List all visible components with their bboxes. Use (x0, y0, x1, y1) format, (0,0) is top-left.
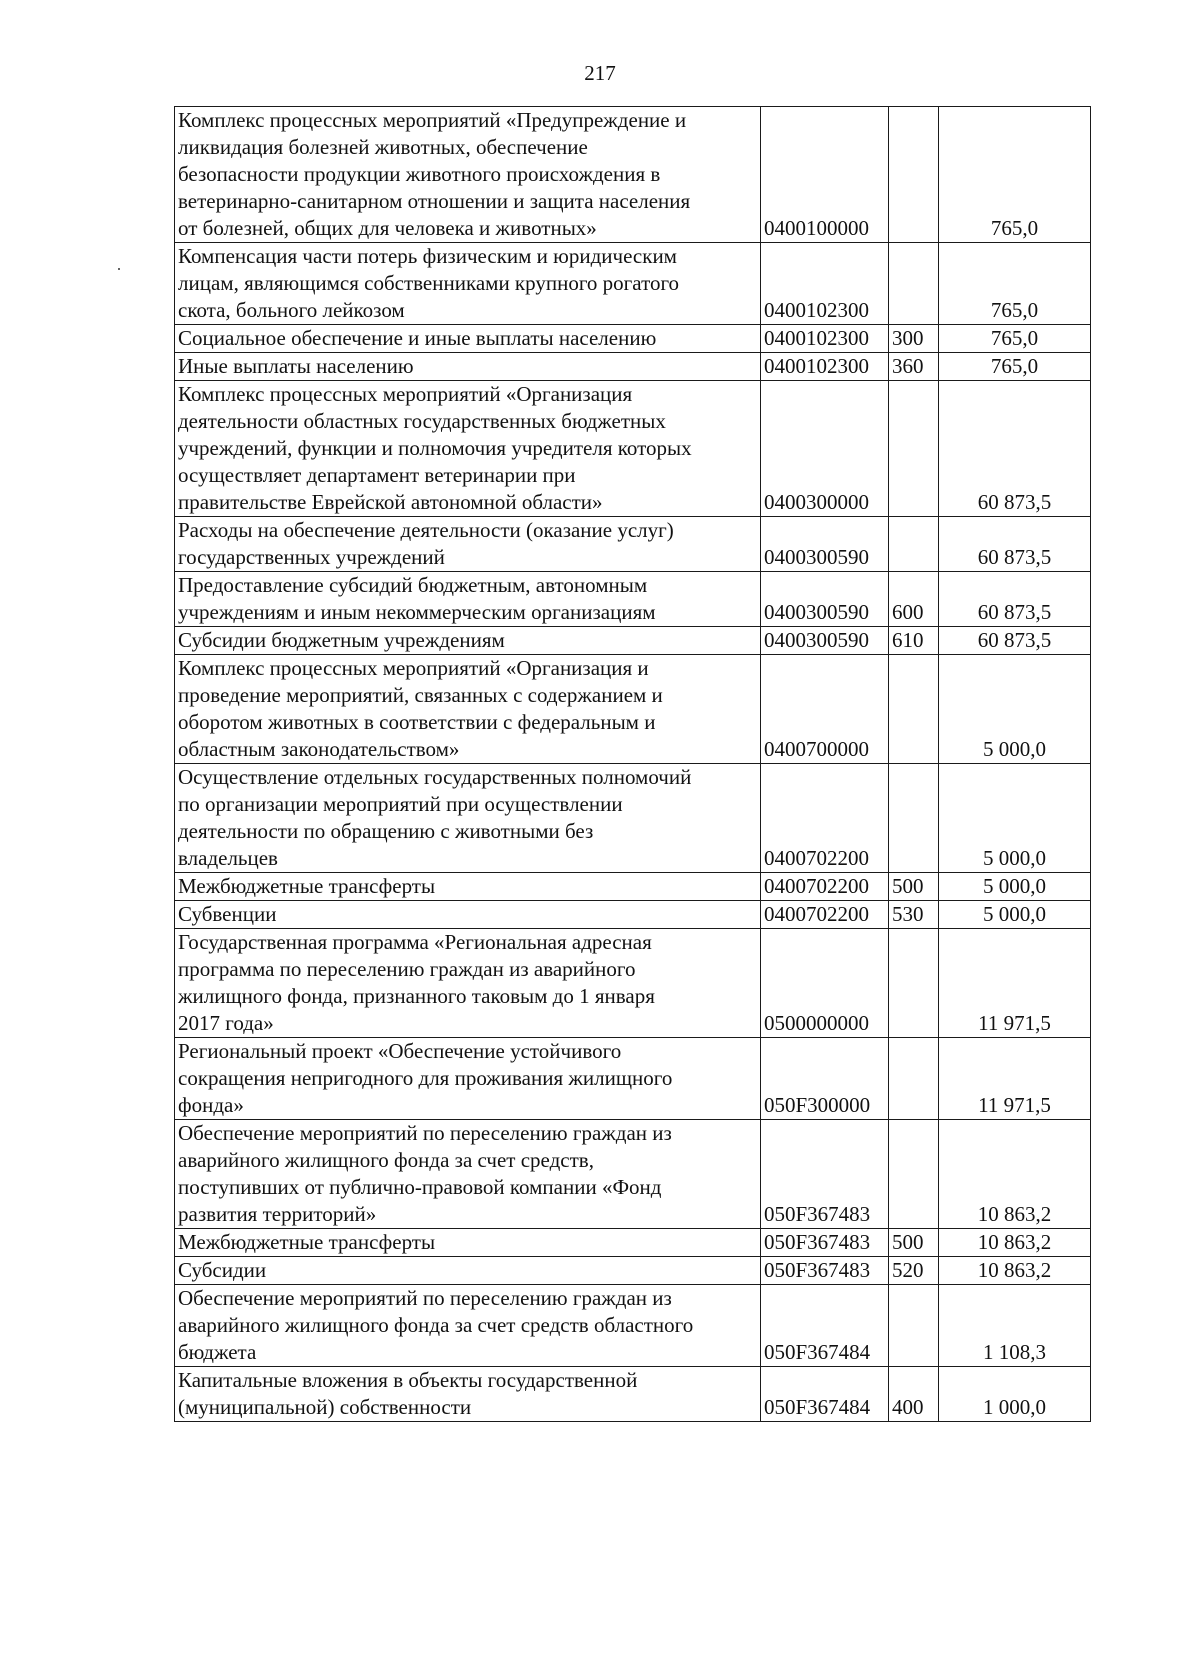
row-expense-type: 610 (889, 627, 939, 655)
row-amount: 765,0 (939, 353, 1091, 381)
row-name: Комплекс процессных мероприятий «Организация деятельности областных государственных бюджетных учреждений, функции и полномочия учредителя которых осуществляет департамент ветеринарии при правительстве Еврейской автономной области» (175, 381, 761, 517)
row-target-code: 0400300000 (761, 381, 889, 517)
row-amount: 60 873,5 (939, 572, 1091, 627)
table-row (175, 627, 1091, 655)
row-amount: 60 873,5 (939, 381, 1091, 517)
row-target-code: 0400102300 (761, 353, 889, 381)
row-name: Региональный проект «Обеспечение устойчивого сокращения непригодного для проживания жилищного фонда» (175, 1038, 761, 1120)
row-expense-type: 530 (889, 901, 939, 929)
scan-speck (118, 268, 120, 270)
row-amount: 765,0 (939, 107, 1091, 243)
row-name: Обеспечение мероприятий по переселению граждан из аварийного жилищного фонда за счет средств, поступивших от публично-правовой компании «Фонд развития территорий» (175, 1120, 761, 1229)
row-expense-type (889, 517, 939, 572)
row-target-code: 050F367484 (761, 1285, 889, 1367)
row-expense-type: 520 (889, 1257, 939, 1285)
row-expense-type (889, 243, 939, 325)
row-amount: 60 873,5 (939, 627, 1091, 655)
row-name: Субсидии (175, 1257, 761, 1285)
table-row (175, 1285, 1091, 1367)
page-number: 217 (584, 61, 616, 85)
table-row (175, 1229, 1091, 1257)
row-target-code: 050F367483 (761, 1120, 889, 1229)
row-target-code: 0400700000 (761, 655, 889, 764)
table-row (175, 243, 1091, 325)
row-name: Предоставление субсидий бюджетным, автономным учреждениям и иным некоммерческим организациям (175, 572, 761, 627)
row-expense-type (889, 929, 939, 1038)
table-row (175, 381, 1091, 517)
table-row (175, 764, 1091, 873)
row-amount: 5 000,0 (939, 655, 1091, 764)
row-name: Комплекс процессных мероприятий «Предупреждение и ликвидация болезней животных, обеспечение безопасности продукции животного происхождения в ветеринарно-санитарном отношении и защита населения от болезней, общих для человека и животных» (175, 107, 761, 243)
row-expense-type: 400 (889, 1367, 939, 1422)
table-row (175, 873, 1091, 901)
row-name: Межбюджетные трансферты (175, 873, 761, 901)
table-row (175, 1367, 1091, 1422)
row-name: Обеспечение мероприятий по переселению граждан из аварийного жилищного фонда за счет средств областного бюджета (175, 1285, 761, 1367)
table-row (175, 572, 1091, 627)
table-row (175, 901, 1091, 929)
row-name: Расходы на обеспечение деятельности (оказание услуг) государственных учреждений (175, 517, 761, 572)
row-amount: 11 971,5 (939, 929, 1091, 1038)
budget-table (174, 106, 1091, 1422)
row-amount: 1 000,0 (939, 1367, 1091, 1422)
row-target-code: 0400702200 (761, 873, 889, 901)
row-name: Субвенции (175, 901, 761, 929)
row-target-code: 050F300000 (761, 1038, 889, 1120)
row-expense-type: 300 (889, 325, 939, 353)
table-row (175, 107, 1091, 243)
row-amount: 11 971,5 (939, 1038, 1091, 1120)
row-target-code: 050F367483 (761, 1257, 889, 1285)
row-name: Субсидии бюджетным учреждениям (175, 627, 761, 655)
row-expense-type: 360 (889, 353, 939, 381)
row-target-code: 0400300590 (761, 517, 889, 572)
table-row (175, 517, 1091, 572)
row-expense-type (889, 1285, 939, 1367)
row-target-code: 050F367483 (761, 1229, 889, 1257)
row-name: Государственная программа «Региональная адресная программа по переселению граждан из аварийного жилищного фонда, признанного таковым до 1 января 2017 года» (175, 929, 761, 1038)
row-target-code: 050F367484 (761, 1367, 889, 1422)
row-amount: 10 863,2 (939, 1257, 1091, 1285)
row-name: Иные выплаты населению (175, 353, 761, 381)
row-amount: 5 000,0 (939, 764, 1091, 873)
row-name: Осуществление отдельных государственных полномочий по организации мероприятий при осуществлении деятельности по обращению с животными без владельцев (175, 764, 761, 873)
table-row (175, 325, 1091, 353)
row-target-code: 0400102300 (761, 243, 889, 325)
table-row (175, 1038, 1091, 1120)
row-name: Комплекс процессных мероприятий «Организация и проведение мероприятий, связанных с содержанием и оборотом животных в соответствии с федеральным и областным законодательством» (175, 655, 761, 764)
row-amount: 765,0 (939, 243, 1091, 325)
row-name: Капитальные вложения в объекты государственной (муниципальной) собственности (175, 1367, 761, 1422)
row-target-code: 0400300590 (761, 627, 889, 655)
row-name: Межбюджетные трансферты (175, 1229, 761, 1257)
row-target-code: 0400702200 (761, 764, 889, 873)
row-amount: 10 863,2 (939, 1229, 1091, 1257)
row-target-code: 0500000000 (761, 929, 889, 1038)
row-expense-type (889, 107, 939, 243)
table-row (175, 929, 1091, 1038)
budget-table-body (175, 107, 1091, 1422)
row-expense-type: 600 (889, 572, 939, 627)
table-row (175, 353, 1091, 381)
row-expense-type (889, 1038, 939, 1120)
row-amount: 5 000,0 (939, 901, 1091, 929)
row-expense-type: 500 (889, 873, 939, 901)
row-target-code: 0400102300 (761, 325, 889, 353)
row-expense-type (889, 764, 939, 873)
row-name: Компенсация части потерь физическим и юридическим лицам, являющимся собственниками крупного рогатого скота, больного лейкозом (175, 243, 761, 325)
row-amount: 1 108,3 (939, 1285, 1091, 1367)
row-expense-type (889, 1120, 939, 1229)
row-target-code: 0400702200 (761, 901, 889, 929)
row-target-code: 0400300590 (761, 572, 889, 627)
row-amount: 5 000,0 (939, 873, 1091, 901)
row-expense-type: 500 (889, 1229, 939, 1257)
row-expense-type (889, 381, 939, 517)
table-row (175, 1120, 1091, 1229)
row-amount: 765,0 (939, 325, 1091, 353)
row-amount: 10 863,2 (939, 1120, 1091, 1229)
row-amount: 60 873,5 (939, 517, 1091, 572)
table-row (175, 1257, 1091, 1285)
row-expense-type (889, 655, 939, 764)
row-target-code: 0400100000 (761, 107, 889, 243)
row-name: Социальное обеспечение и иные выплаты населению (175, 325, 761, 353)
table-row (175, 655, 1091, 764)
